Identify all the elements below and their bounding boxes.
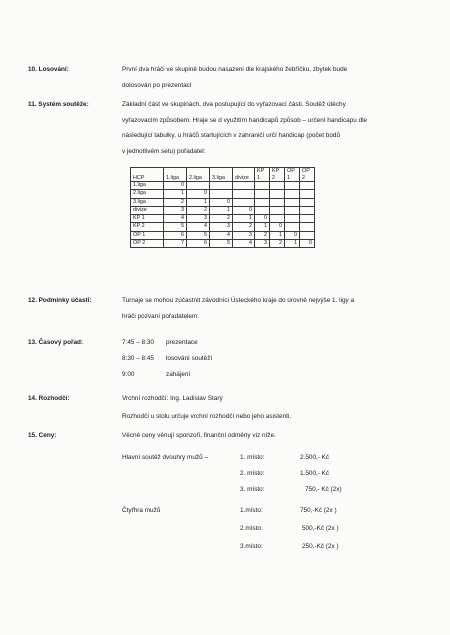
table-cell: 0: [270, 223, 285, 231]
table-cell: [270, 206, 285, 214]
table-cell: 3: [210, 223, 233, 231]
table-row: [131, 190, 315, 198]
prize-group-1-title: Hlavní soutěž dvouhry mužů –: [122, 454, 208, 461]
table-cell: 0: [187, 190, 210, 198]
schedule-time-1: 7:45 – 8:30: [122, 339, 154, 346]
table-cell: [255, 190, 270, 198]
section-11-line-2: vyřazovacím způsobem. Hraje se d využitím handicapů způsob – určení handicapu dle: [122, 117, 368, 124]
table-cell: 2: [164, 198, 187, 206]
header-1-liga: 1.liga: [164, 168, 187, 182]
table-cell: 2: [187, 206, 210, 214]
table-cell: [285, 190, 300, 198]
table-cell: 0: [233, 206, 255, 214]
table-row: [131, 182, 315, 190]
table-cell: [285, 206, 300, 214]
table-row: [131, 231, 315, 239]
table-cell: 4: [164, 215, 187, 223]
row-label: KP 2: [131, 223, 164, 231]
table-cell: [210, 182, 233, 190]
table-cell: [270, 215, 285, 223]
prize-group-1-place-1: 1. místo:: [240, 454, 265, 461]
prize-group-2-prize-2: 500,-Kč (2x ): [302, 525, 339, 532]
prize-group-1-place-2: 2. místo:: [240, 470, 265, 477]
header-kp-1: KP 1: [255, 168, 270, 182]
table-cell: [300, 190, 315, 198]
section-13-label: 13. Časový pořad:: [28, 339, 84, 346]
table-row: [131, 223, 315, 231]
table-cell: [233, 190, 255, 198]
prize-group-1-prize-3: 750,- Kč (2x): [305, 486, 342, 493]
table-cell: [300, 223, 315, 231]
section-15-label: 15. Ceny:: [28, 432, 57, 439]
table-cell: 0: [255, 215, 270, 223]
table-cell: 2: [210, 215, 233, 223]
table-cell: 0: [285, 231, 300, 239]
table-cell: [233, 182, 255, 190]
table-cell: 2: [255, 231, 270, 239]
table-cell: [210, 190, 233, 198]
table-header-row: [131, 168, 315, 182]
row-label: OP 1: [131, 231, 164, 239]
table-row: [131, 215, 315, 223]
table-cell: 2: [270, 240, 285, 248]
table-cell: [285, 215, 300, 223]
table-cell: 0: [210, 198, 233, 206]
header-hcp: HCP: [131, 168, 164, 182]
section-14-line-1: Vrchní rozhodčí: Ing. Ladislav Starý: [122, 395, 223, 402]
table-cell: 3: [187, 215, 210, 223]
row-label: 2.liga: [131, 190, 164, 198]
section-11-line-3: následující tabulky, u hráčů startujících v zahraničí určí handicap (počet bodů: [122, 132, 340, 139]
table-cell: [255, 182, 270, 190]
table-cell: [285, 182, 300, 190]
header-2-liga: 2.liga: [187, 168, 210, 182]
table-cell: 4: [187, 223, 210, 231]
table-cell: 1: [187, 198, 210, 206]
prize-group-1-prize-2: 1.500,- Kč: [300, 470, 330, 477]
table-cell: [270, 182, 285, 190]
table-cell: 5: [164, 223, 187, 231]
table-cell: [270, 198, 285, 206]
table-cell: [187, 182, 210, 190]
section-14-label: 14. Rozhodčí:: [28, 395, 70, 402]
section-14-line-2: Rozhodčí u stolu určuje vrchní rozhodčí nebo jeho asistenti.: [122, 413, 292, 420]
table-cell: 1: [210, 206, 233, 214]
table-cell: 3: [164, 206, 187, 214]
section-11-label: 11. Systém soutěže:: [28, 101, 89, 108]
table-row: [131, 206, 315, 214]
header-op-1: OP 1: [285, 168, 300, 182]
prize-group-2-title: Čtyřhra mužů: [122, 507, 161, 514]
row-label: OP 2: [131, 240, 164, 248]
row-label: 3.liga: [131, 198, 164, 206]
prize-group-2-prize-3: 250,-Kč (2x ): [302, 543, 339, 550]
section-10-label: 10. Losování:: [28, 66, 69, 73]
table-cell: 5: [187, 231, 210, 239]
table-cell: [285, 198, 300, 206]
schedule-event-2: losování soutěží: [166, 355, 213, 362]
table-cell: [300, 206, 315, 214]
table-cell: 1: [164, 190, 187, 198]
table-cell: [300, 198, 315, 206]
table-row: [131, 198, 315, 206]
table-cell: 5: [210, 240, 233, 248]
header-op-2: OP 2: [300, 168, 315, 182]
section-10-line-1: První dva hráči ve skupině budou nasazeni dle krajského žebříčku, zbytek bude: [122, 66, 348, 73]
section-10-line-2: dolosován po prezentaci: [122, 82, 192, 89]
table-cell: [300, 182, 315, 190]
schedule-time-2: 8:30 – 8:45: [122, 355, 154, 362]
table-cell: 6: [187, 240, 210, 248]
schedule-event-1: prezentace: [166, 339, 198, 346]
table-cell: 3: [255, 240, 270, 248]
header-divize: divize: [233, 168, 255, 182]
header-3-liga: 3.liga: [210, 168, 233, 182]
section-12-line-2: hráči pozvaní pořadatelem.: [122, 313, 200, 320]
table-cell: [255, 198, 270, 206]
table-cell: 6: [164, 231, 187, 239]
table-cell: [300, 231, 315, 239]
prize-group-1-prize-1: 2.500,- Kč: [300, 454, 330, 461]
prize-group-2-place-3: 3.místo:: [240, 543, 263, 550]
handicap-table: [130, 167, 315, 248]
table-cell: 7: [164, 240, 187, 248]
row-label: KP 1: [131, 215, 164, 223]
table-cell: 1: [233, 215, 255, 223]
table-cell: 0: [164, 182, 187, 190]
section-12-label: 12. Podmínky účasti:: [28, 297, 92, 304]
table-cell: 2: [233, 223, 255, 231]
prize-group-2-place-1: 1.místo:: [240, 507, 263, 514]
prize-group-2-place-2: 2.místo:: [240, 525, 263, 532]
table-cell: [300, 215, 315, 223]
section-15-line-1: Věcné ceny věnují sponzoři, finanční odměny viz níže.: [122, 432, 276, 439]
section-12-line-1: Turnaje se mohou zúčastnit závodníci Ústeckého kraje do úrovně nejvýše 1. ligy a: [122, 297, 355, 304]
schedule-time-3: 9:00: [122, 371, 135, 378]
table-cell: 1: [285, 240, 300, 248]
table-body: [131, 182, 315, 248]
table-cell: [233, 198, 255, 206]
table-cell: 1: [270, 231, 285, 239]
section-11-line-4: v jednotlivém setu) pořadatel:: [122, 148, 206, 155]
table-cell: 0: [300, 240, 315, 248]
table-row: [131, 240, 315, 248]
table-cell: 1: [255, 223, 270, 231]
header-kp-2: KP 2: [270, 168, 285, 182]
prize-group-1-place-3: 3. místo:: [240, 486, 265, 493]
table-cell: [285, 223, 300, 231]
table-cell: [255, 206, 270, 214]
table-cell: 4: [210, 231, 233, 239]
section-11-line-1: Základní část ve skupinách, dva postupující do vyřazovací části. Soutěž útěchy: [122, 101, 346, 108]
row-label: divize: [131, 206, 164, 214]
table-cell: 3: [233, 231, 255, 239]
table-cell: [270, 190, 285, 198]
prize-group-2-prize-1: 750,-Kč (2x ): [300, 507, 337, 514]
row-label: 1.liga: [131, 182, 164, 190]
schedule-event-3: zahájení: [166, 371, 191, 378]
table-cell: 4: [233, 240, 255, 248]
